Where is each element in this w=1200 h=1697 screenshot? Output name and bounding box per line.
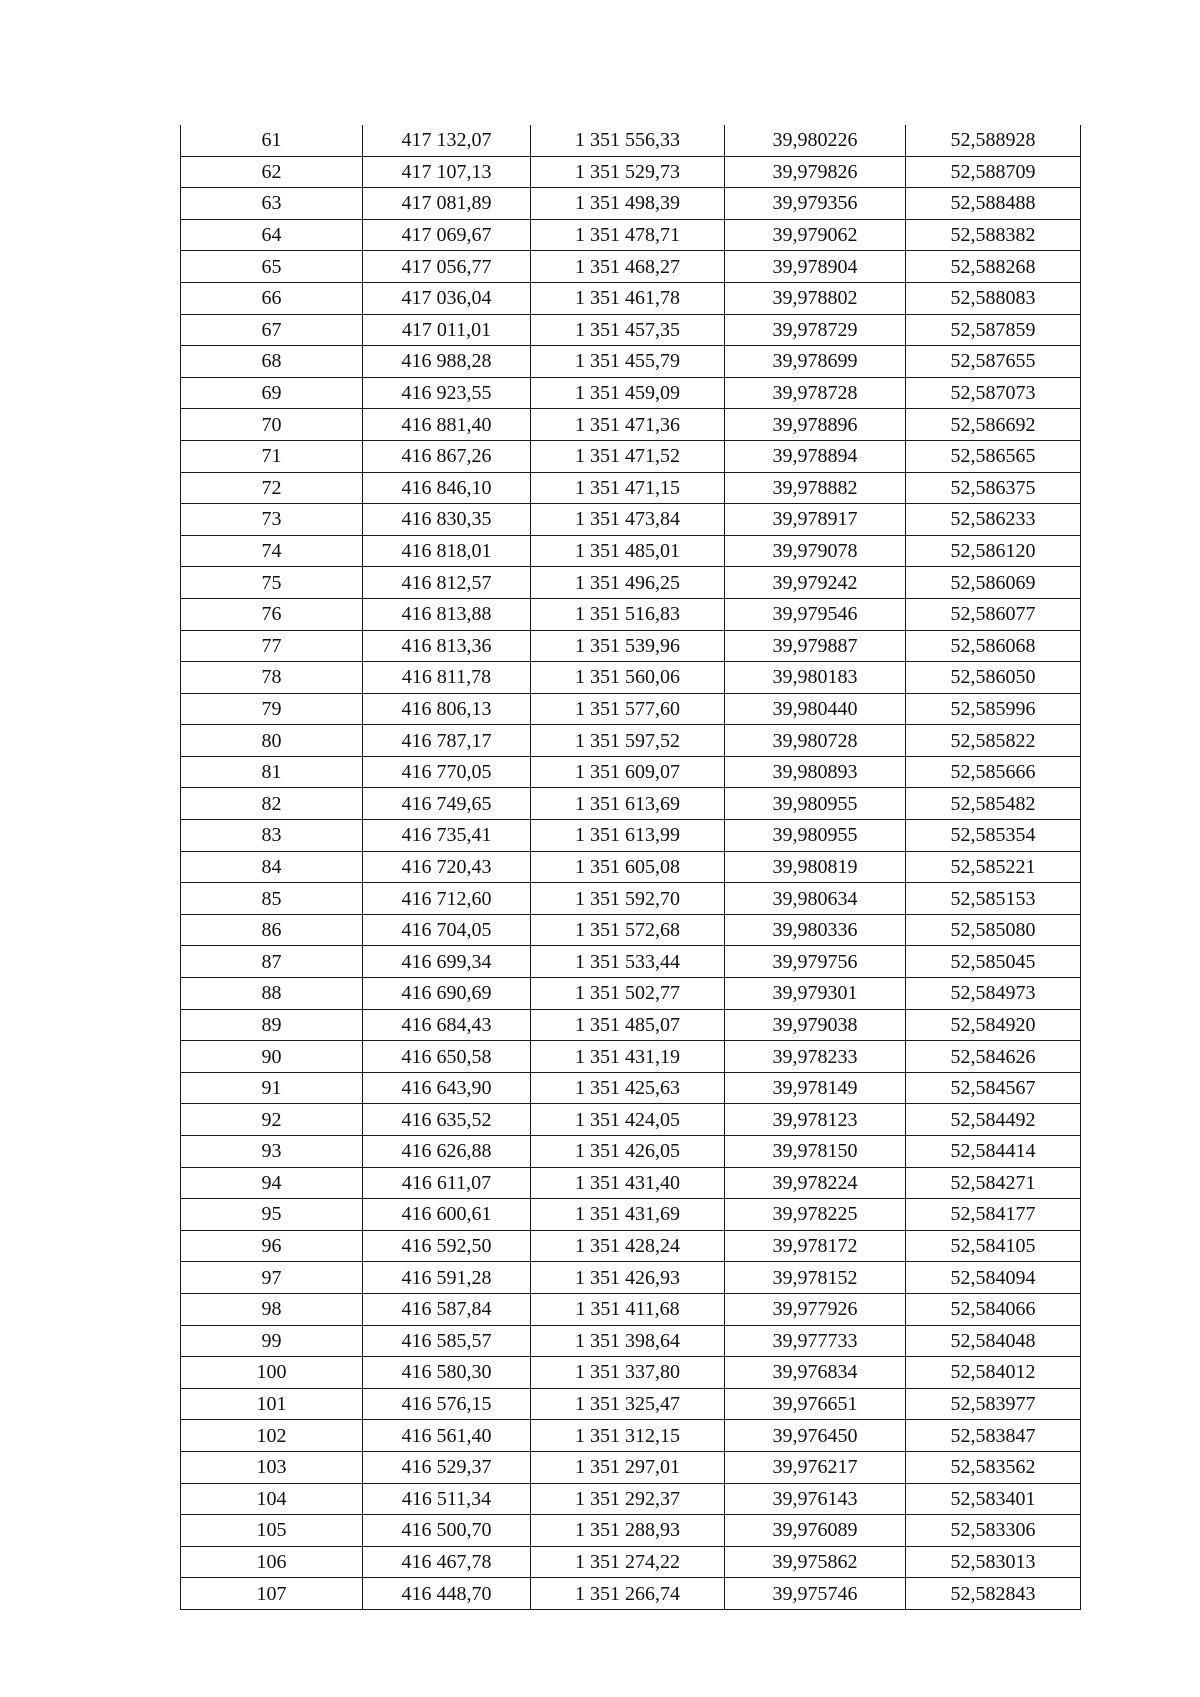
latitude-cell: 52,585996 bbox=[906, 693, 1081, 725]
latitude-cell: 52,586233 bbox=[906, 504, 1081, 536]
point-number-cell: 76 bbox=[181, 598, 363, 630]
point-number-cell: 96 bbox=[181, 1230, 363, 1262]
longitude-cell: 39,978894 bbox=[725, 440, 906, 472]
latitude-cell: 52,582843 bbox=[906, 1578, 1081, 1610]
x-coordinate-cell: 416 591,28 bbox=[363, 1262, 531, 1294]
longitude-cell: 39,980955 bbox=[725, 820, 906, 852]
table-row bbox=[181, 725, 1081, 757]
longitude-cell: 39,978729 bbox=[725, 314, 906, 346]
table-row bbox=[181, 1009, 1081, 1041]
point-number-cell: 67 bbox=[181, 314, 363, 346]
longitude-cell: 39,976143 bbox=[725, 1483, 906, 1515]
latitude-cell: 52,588928 bbox=[906, 125, 1081, 156]
table-row bbox=[181, 346, 1081, 378]
x-coordinate-cell: 416 511,34 bbox=[363, 1483, 531, 1515]
y-coordinate-cell: 1 351 613,99 bbox=[531, 820, 725, 852]
longitude-cell: 39,980440 bbox=[725, 693, 906, 725]
y-coordinate-cell: 1 351 473,84 bbox=[531, 504, 725, 536]
point-number-cell: 88 bbox=[181, 978, 363, 1010]
table-row bbox=[181, 693, 1081, 725]
point-number-cell: 73 bbox=[181, 504, 363, 536]
point-number-cell: 61 bbox=[181, 125, 363, 156]
longitude-cell: 39,978152 bbox=[725, 1262, 906, 1294]
table-row bbox=[181, 1578, 1081, 1610]
longitude-cell: 39,975746 bbox=[725, 1578, 906, 1610]
x-coordinate-cell: 416 699,34 bbox=[363, 946, 531, 978]
table-row bbox=[181, 914, 1081, 946]
point-number-cell: 74 bbox=[181, 535, 363, 567]
x-coordinate-cell: 416 818,01 bbox=[363, 535, 531, 567]
x-coordinate-cell: 416 787,17 bbox=[363, 725, 531, 757]
longitude-cell: 39,978149 bbox=[725, 1072, 906, 1104]
longitude-cell: 39,978225 bbox=[725, 1199, 906, 1231]
y-coordinate-cell: 1 351 609,07 bbox=[531, 756, 725, 788]
table-row bbox=[181, 377, 1081, 409]
table-row bbox=[181, 1230, 1081, 1262]
x-coordinate-cell: 416 830,35 bbox=[363, 504, 531, 536]
point-number-cell: 102 bbox=[181, 1420, 363, 1452]
table-row bbox=[181, 820, 1081, 852]
point-number-cell: 63 bbox=[181, 188, 363, 220]
table-row bbox=[181, 1262, 1081, 1294]
point-number-cell: 104 bbox=[181, 1483, 363, 1515]
latitude-cell: 52,584094 bbox=[906, 1262, 1081, 1294]
latitude-cell: 52,585666 bbox=[906, 756, 1081, 788]
x-coordinate-cell: 416 561,40 bbox=[363, 1420, 531, 1452]
longitude-cell: 39,980634 bbox=[725, 883, 906, 915]
y-coordinate-cell: 1 351 572,68 bbox=[531, 914, 725, 946]
x-coordinate-cell: 416 643,90 bbox=[363, 1072, 531, 1104]
latitude-cell: 52,588268 bbox=[906, 251, 1081, 283]
x-coordinate-cell: 416 467,78 bbox=[363, 1546, 531, 1578]
table-row bbox=[181, 1167, 1081, 1199]
point-number-cell: 85 bbox=[181, 883, 363, 915]
table-row bbox=[181, 1041, 1081, 1073]
latitude-cell: 52,583847 bbox=[906, 1420, 1081, 1452]
x-coordinate-cell: 416 988,28 bbox=[363, 346, 531, 378]
x-coordinate-cell: 416 704,05 bbox=[363, 914, 531, 946]
point-number-cell: 81 bbox=[181, 756, 363, 788]
y-coordinate-cell: 1 351 560,06 bbox=[531, 662, 725, 694]
point-number-cell: 83 bbox=[181, 820, 363, 852]
point-number-cell: 70 bbox=[181, 409, 363, 441]
x-coordinate-cell: 416 600,61 bbox=[363, 1199, 531, 1231]
latitude-cell: 52,585221 bbox=[906, 851, 1081, 883]
longitude-cell: 39,978123 bbox=[725, 1104, 906, 1136]
latitude-cell: 52,588488 bbox=[906, 188, 1081, 220]
y-coordinate-cell: 1 351 613,69 bbox=[531, 788, 725, 820]
y-coordinate-cell: 1 351 478,71 bbox=[531, 219, 725, 251]
table-row bbox=[181, 251, 1081, 283]
x-coordinate-cell: 416 811,78 bbox=[363, 662, 531, 694]
longitude-cell: 39,980336 bbox=[725, 914, 906, 946]
x-coordinate-cell: 416 735,41 bbox=[363, 820, 531, 852]
y-coordinate-cell: 1 351 424,05 bbox=[531, 1104, 725, 1136]
table-row bbox=[181, 598, 1081, 630]
longitude-cell: 39,979242 bbox=[725, 567, 906, 599]
latitude-cell: 52,586565 bbox=[906, 440, 1081, 472]
longitude-cell: 39,978224 bbox=[725, 1167, 906, 1199]
latitude-cell: 52,585045 bbox=[906, 946, 1081, 978]
y-coordinate-cell: 1 351 288,93 bbox=[531, 1515, 725, 1547]
point-number-cell: 92 bbox=[181, 1104, 363, 1136]
y-coordinate-cell: 1 351 431,40 bbox=[531, 1167, 725, 1199]
table-row bbox=[181, 1293, 1081, 1325]
point-number-cell: 72 bbox=[181, 472, 363, 504]
y-coordinate-cell: 1 351 468,27 bbox=[531, 251, 725, 283]
table-row bbox=[181, 1199, 1081, 1231]
point-number-cell: 101 bbox=[181, 1388, 363, 1420]
table-row bbox=[181, 1515, 1081, 1547]
y-coordinate-cell: 1 351 411,68 bbox=[531, 1293, 725, 1325]
point-number-cell: 90 bbox=[181, 1041, 363, 1073]
x-coordinate-cell: 416 587,84 bbox=[363, 1293, 531, 1325]
point-number-cell: 71 bbox=[181, 440, 363, 472]
latitude-cell: 52,586069 bbox=[906, 567, 1081, 599]
longitude-cell: 39,979546 bbox=[725, 598, 906, 630]
y-coordinate-cell: 1 351 539,96 bbox=[531, 630, 725, 662]
y-coordinate-cell: 1 351 325,47 bbox=[531, 1388, 725, 1420]
x-coordinate-cell: 416 923,55 bbox=[363, 377, 531, 409]
y-coordinate-cell: 1 351 471,15 bbox=[531, 472, 725, 504]
table-row bbox=[181, 567, 1081, 599]
y-coordinate-cell: 1 351 337,80 bbox=[531, 1357, 725, 1389]
y-coordinate-cell: 1 351 292,37 bbox=[531, 1483, 725, 1515]
x-coordinate-cell: 417 107,13 bbox=[363, 156, 531, 188]
table-row bbox=[181, 756, 1081, 788]
table-row bbox=[181, 125, 1081, 156]
table-row bbox=[181, 1546, 1081, 1578]
table-row bbox=[181, 1420, 1081, 1452]
latitude-cell: 52,584012 bbox=[906, 1357, 1081, 1389]
y-coordinate-cell: 1 351 516,83 bbox=[531, 598, 725, 630]
latitude-cell: 52,584105 bbox=[906, 1230, 1081, 1262]
longitude-cell: 39,979756 bbox=[725, 946, 906, 978]
latitude-cell: 52,587073 bbox=[906, 377, 1081, 409]
latitude-cell: 52,586692 bbox=[906, 409, 1081, 441]
y-coordinate-cell: 1 351 471,36 bbox=[531, 409, 725, 441]
x-coordinate-cell: 416 684,43 bbox=[363, 1009, 531, 1041]
x-coordinate-cell: 417 036,04 bbox=[363, 282, 531, 314]
x-coordinate-cell: 416 720,43 bbox=[363, 851, 531, 883]
table-row bbox=[181, 946, 1081, 978]
point-number-cell: 80 bbox=[181, 725, 363, 757]
y-coordinate-cell: 1 351 459,09 bbox=[531, 377, 725, 409]
point-number-cell: 86 bbox=[181, 914, 363, 946]
y-coordinate-cell: 1 351 431,69 bbox=[531, 1199, 725, 1231]
table-row bbox=[181, 188, 1081, 220]
longitude-cell: 39,976651 bbox=[725, 1388, 906, 1420]
point-number-cell: 66 bbox=[181, 282, 363, 314]
table-row bbox=[181, 282, 1081, 314]
latitude-cell: 52,586077 bbox=[906, 598, 1081, 630]
x-coordinate-cell: 417 011,01 bbox=[363, 314, 531, 346]
latitude-cell: 52,584177 bbox=[906, 1199, 1081, 1231]
longitude-cell: 39,978917 bbox=[725, 504, 906, 536]
point-number-cell: 91 bbox=[181, 1072, 363, 1104]
x-coordinate-cell: 416 812,57 bbox=[363, 567, 531, 599]
latitude-cell: 52,583013 bbox=[906, 1546, 1081, 1578]
longitude-cell: 39,978699 bbox=[725, 346, 906, 378]
longitude-cell: 39,975862 bbox=[725, 1546, 906, 1578]
x-coordinate-cell: 416 650,58 bbox=[363, 1041, 531, 1073]
longitude-cell: 39,976834 bbox=[725, 1357, 906, 1389]
latitude-cell: 52,583401 bbox=[906, 1483, 1081, 1515]
y-coordinate-cell: 1 351 312,15 bbox=[531, 1420, 725, 1452]
x-coordinate-cell: 417 069,67 bbox=[363, 219, 531, 251]
point-number-cell: 98 bbox=[181, 1293, 363, 1325]
point-number-cell: 79 bbox=[181, 693, 363, 725]
point-number-cell: 106 bbox=[181, 1546, 363, 1578]
x-coordinate-cell: 416 690,69 bbox=[363, 978, 531, 1010]
point-number-cell: 62 bbox=[181, 156, 363, 188]
latitude-cell: 52,583977 bbox=[906, 1388, 1081, 1420]
latitude-cell: 52,584048 bbox=[906, 1325, 1081, 1357]
latitude-cell: 52,584920 bbox=[906, 1009, 1081, 1041]
longitude-cell: 39,976089 bbox=[725, 1515, 906, 1547]
y-coordinate-cell: 1 351 485,01 bbox=[531, 535, 725, 567]
x-coordinate-cell: 416 626,88 bbox=[363, 1136, 531, 1168]
x-coordinate-cell: 416 846,10 bbox=[363, 472, 531, 504]
table-row bbox=[181, 630, 1081, 662]
longitude-cell: 39,978904 bbox=[725, 251, 906, 283]
point-number-cell: 94 bbox=[181, 1167, 363, 1199]
point-number-cell: 103 bbox=[181, 1451, 363, 1483]
table-row bbox=[181, 1451, 1081, 1483]
longitude-cell: 39,979887 bbox=[725, 630, 906, 662]
longitude-cell: 39,978150 bbox=[725, 1136, 906, 1168]
table-row bbox=[181, 1136, 1081, 1168]
y-coordinate-cell: 1 351 266,74 bbox=[531, 1578, 725, 1610]
point-number-cell: 105 bbox=[181, 1515, 363, 1547]
y-coordinate-cell: 1 351 556,33 bbox=[531, 125, 725, 156]
y-coordinate-cell: 1 351 297,01 bbox=[531, 1451, 725, 1483]
table-row bbox=[181, 1325, 1081, 1357]
longitude-cell: 39,978233 bbox=[725, 1041, 906, 1073]
longitude-cell: 39,977733 bbox=[725, 1325, 906, 1357]
longitude-cell: 39,976217 bbox=[725, 1451, 906, 1483]
table-row bbox=[181, 504, 1081, 536]
table-row bbox=[181, 883, 1081, 915]
x-coordinate-cell: 416 806,13 bbox=[363, 693, 531, 725]
longitude-cell: 39,980226 bbox=[725, 125, 906, 156]
point-number-cell: 78 bbox=[181, 662, 363, 694]
table-row bbox=[181, 1483, 1081, 1515]
table-row bbox=[181, 1072, 1081, 1104]
table-row bbox=[181, 440, 1081, 472]
latitude-cell: 52,587655 bbox=[906, 346, 1081, 378]
point-number-cell: 100 bbox=[181, 1357, 363, 1389]
point-number-cell: 97 bbox=[181, 1262, 363, 1294]
table-row bbox=[181, 409, 1081, 441]
latitude-cell: 52,585080 bbox=[906, 914, 1081, 946]
table-row bbox=[181, 472, 1081, 504]
longitude-cell: 39,976450 bbox=[725, 1420, 906, 1452]
x-coordinate-cell: 416 813,88 bbox=[363, 598, 531, 630]
longitude-cell: 39,978172 bbox=[725, 1230, 906, 1262]
latitude-cell: 52,585153 bbox=[906, 883, 1081, 915]
y-coordinate-cell: 1 351 428,24 bbox=[531, 1230, 725, 1262]
y-coordinate-cell: 1 351 431,19 bbox=[531, 1041, 725, 1073]
x-coordinate-cell: 416 712,60 bbox=[363, 883, 531, 915]
y-coordinate-cell: 1 351 457,35 bbox=[531, 314, 725, 346]
table-row bbox=[181, 662, 1081, 694]
point-number-cell: 87 bbox=[181, 946, 363, 978]
x-coordinate-cell: 416 611,07 bbox=[363, 1167, 531, 1199]
latitude-cell: 52,586050 bbox=[906, 662, 1081, 694]
latitude-cell: 52,587859 bbox=[906, 314, 1081, 346]
longitude-cell: 39,979301 bbox=[725, 978, 906, 1010]
x-coordinate-cell: 417 132,07 bbox=[363, 125, 531, 156]
x-coordinate-cell: 416 770,05 bbox=[363, 756, 531, 788]
table-row bbox=[181, 978, 1081, 1010]
point-number-cell: 82 bbox=[181, 788, 363, 820]
y-coordinate-cell: 1 351 471,52 bbox=[531, 440, 725, 472]
point-number-cell: 89 bbox=[181, 1009, 363, 1041]
x-coordinate-cell: 416 592,50 bbox=[363, 1230, 531, 1262]
longitude-cell: 39,980819 bbox=[725, 851, 906, 883]
y-coordinate-cell: 1 351 496,25 bbox=[531, 567, 725, 599]
table-row bbox=[181, 535, 1081, 567]
table-row bbox=[181, 1388, 1081, 1420]
point-number-cell: 65 bbox=[181, 251, 363, 283]
latitude-cell: 52,584271 bbox=[906, 1167, 1081, 1199]
latitude-cell: 52,585354 bbox=[906, 820, 1081, 852]
point-number-cell: 69 bbox=[181, 377, 363, 409]
longitude-cell: 39,978802 bbox=[725, 282, 906, 314]
coordinates-table-body bbox=[181, 125, 1081, 1609]
point-number-cell: 93 bbox=[181, 1136, 363, 1168]
y-coordinate-cell: 1 351 533,44 bbox=[531, 946, 725, 978]
x-coordinate-cell: 416 813,36 bbox=[363, 630, 531, 662]
table-row bbox=[181, 156, 1081, 188]
x-coordinate-cell: 416 749,65 bbox=[363, 788, 531, 820]
y-coordinate-cell: 1 351 274,22 bbox=[531, 1546, 725, 1578]
longitude-cell: 39,979038 bbox=[725, 1009, 906, 1041]
point-number-cell: 64 bbox=[181, 219, 363, 251]
x-coordinate-cell: 417 081,89 bbox=[363, 188, 531, 220]
y-coordinate-cell: 1 351 529,73 bbox=[531, 156, 725, 188]
latitude-cell: 52,585822 bbox=[906, 725, 1081, 757]
table-row bbox=[181, 788, 1081, 820]
y-coordinate-cell: 1 351 426,93 bbox=[531, 1262, 725, 1294]
y-coordinate-cell: 1 351 455,79 bbox=[531, 346, 725, 378]
x-coordinate-cell: 416 580,30 bbox=[363, 1357, 531, 1389]
latitude-cell: 52,584973 bbox=[906, 978, 1081, 1010]
longitude-cell: 39,980728 bbox=[725, 725, 906, 757]
x-coordinate-cell: 416 867,26 bbox=[363, 440, 531, 472]
table-row bbox=[181, 219, 1081, 251]
y-coordinate-cell: 1 351 577,60 bbox=[531, 693, 725, 725]
y-coordinate-cell: 1 351 502,77 bbox=[531, 978, 725, 1010]
latitude-cell: 52,588382 bbox=[906, 219, 1081, 251]
y-coordinate-cell: 1 351 498,39 bbox=[531, 188, 725, 220]
latitude-cell: 52,583306 bbox=[906, 1515, 1081, 1547]
latitude-cell: 52,584066 bbox=[906, 1293, 1081, 1325]
x-coordinate-cell: 416 500,70 bbox=[363, 1515, 531, 1547]
latitude-cell: 52,584414 bbox=[906, 1136, 1081, 1168]
table-row bbox=[181, 851, 1081, 883]
latitude-cell: 52,588709 bbox=[906, 156, 1081, 188]
longitude-cell: 39,979062 bbox=[725, 219, 906, 251]
latitude-cell: 52,583562 bbox=[906, 1451, 1081, 1483]
table-row bbox=[181, 1104, 1081, 1136]
point-number-cell: 99 bbox=[181, 1325, 363, 1357]
latitude-cell: 52,586068 bbox=[906, 630, 1081, 662]
y-coordinate-cell: 1 351 485,07 bbox=[531, 1009, 725, 1041]
y-coordinate-cell: 1 351 597,52 bbox=[531, 725, 725, 757]
y-coordinate-cell: 1 351 461,78 bbox=[531, 282, 725, 314]
point-number-cell: 75 bbox=[181, 567, 363, 599]
x-coordinate-cell: 416 585,57 bbox=[363, 1325, 531, 1357]
x-coordinate-cell: 416 576,15 bbox=[363, 1388, 531, 1420]
latitude-cell: 52,588083 bbox=[906, 282, 1081, 314]
latitude-cell: 52,584626 bbox=[906, 1041, 1081, 1073]
longitude-cell: 39,979356 bbox=[725, 188, 906, 220]
y-coordinate-cell: 1 351 398,64 bbox=[531, 1325, 725, 1357]
point-number-cell: 77 bbox=[181, 630, 363, 662]
x-coordinate-cell: 416 635,52 bbox=[363, 1104, 531, 1136]
longitude-cell: 39,980893 bbox=[725, 756, 906, 788]
table-row bbox=[181, 314, 1081, 346]
latitude-cell: 52,584567 bbox=[906, 1072, 1081, 1104]
longitude-cell: 39,977926 bbox=[725, 1293, 906, 1325]
x-coordinate-cell: 416 881,40 bbox=[363, 409, 531, 441]
longitude-cell: 39,978882 bbox=[725, 472, 906, 504]
point-number-cell: 68 bbox=[181, 346, 363, 378]
coordinates-table bbox=[180, 125, 1081, 1610]
latitude-cell: 52,586375 bbox=[906, 472, 1081, 504]
x-coordinate-cell: 417 056,77 bbox=[363, 251, 531, 283]
longitude-cell: 39,979826 bbox=[725, 156, 906, 188]
y-coordinate-cell: 1 351 426,05 bbox=[531, 1136, 725, 1168]
y-coordinate-cell: 1 351 592,70 bbox=[531, 883, 725, 915]
longitude-cell: 39,978896 bbox=[725, 409, 906, 441]
longitude-cell: 39,980955 bbox=[725, 788, 906, 820]
point-number-cell: 95 bbox=[181, 1199, 363, 1231]
longitude-cell: 39,979078 bbox=[725, 535, 906, 567]
x-coordinate-cell: 416 529,37 bbox=[363, 1451, 531, 1483]
latitude-cell: 52,584492 bbox=[906, 1104, 1081, 1136]
longitude-cell: 39,980183 bbox=[725, 662, 906, 694]
point-number-cell: 84 bbox=[181, 851, 363, 883]
x-coordinate-cell: 416 448,70 bbox=[363, 1578, 531, 1610]
y-coordinate-cell: 1 351 605,08 bbox=[531, 851, 725, 883]
latitude-cell: 52,585482 bbox=[906, 788, 1081, 820]
latitude-cell: 52,586120 bbox=[906, 535, 1081, 567]
point-number-cell: 107 bbox=[181, 1578, 363, 1610]
y-coordinate-cell: 1 351 425,63 bbox=[531, 1072, 725, 1104]
longitude-cell: 39,978728 bbox=[725, 377, 906, 409]
table-row bbox=[181, 1357, 1081, 1389]
